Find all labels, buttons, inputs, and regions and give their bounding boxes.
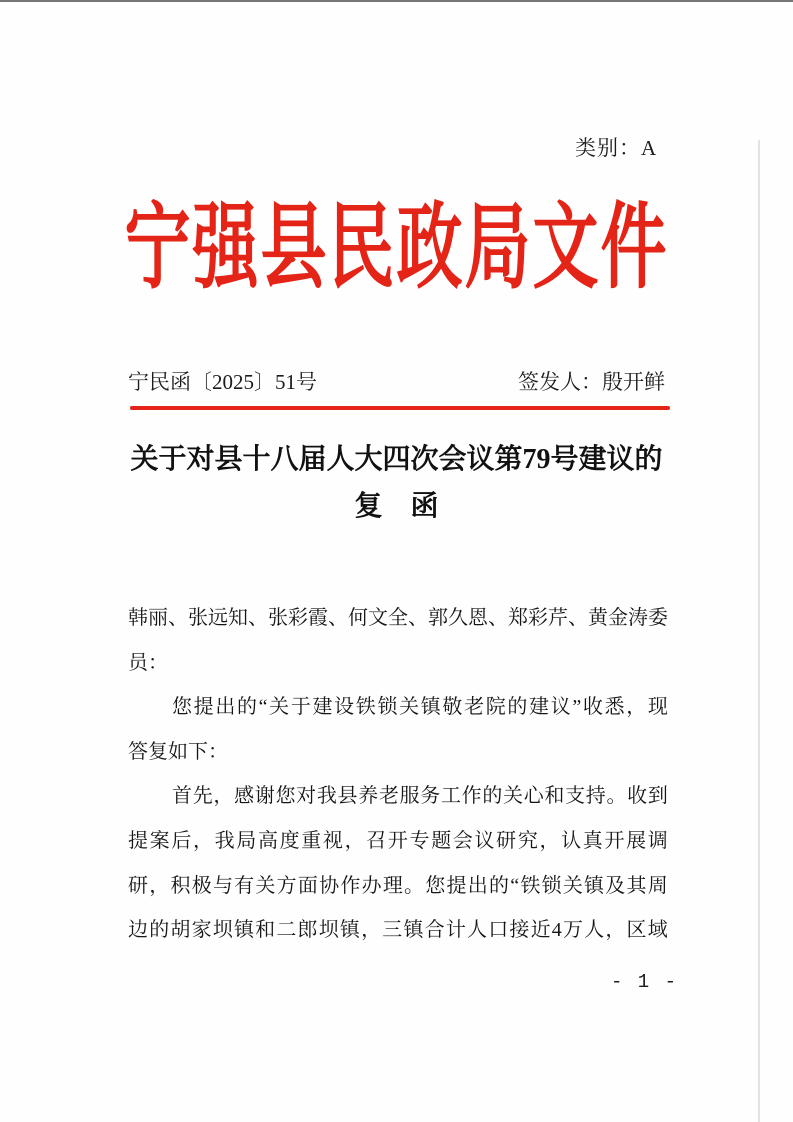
- document-number-row: [128, 366, 665, 396]
- body-line: 您 提 出 的 “ 关 于 建 设 铁 锁 关 镇 敬 老 院 的 建 议 ” 收 悉 ， 现: [172, 696, 668, 719]
- body-line: 边 的 胡 家 坝 镇 和 二 郎 坝 镇 ， 三 镇 合 计 人 口 接 近 4 万 人 ， 区 域: [128, 919, 668, 942]
- agency-banner-title: 宁强县民政局文件: [124, 197, 669, 301]
- letter-body: [128, 596, 668, 953]
- document-number: 宁民函〔2025〕51号: [128, 370, 317, 394]
- body-line: 研 ， 积 极 与 有 关 方 面 协 作 办 理 。 您 提 出 的 “ 铁 锁 关 镇 及 其 周: [128, 874, 668, 897]
- letter-title-line1: 关于对县十八届人大四次会议第79号建议的: [130, 444, 663, 475]
- body-line: 首 先 ， 感 谢 您 对 我 县 养 老 服 务 工 作 的 关 心 和 支 持 。 收 到: [172, 785, 668, 808]
- page-number: - 1 -: [610, 971, 678, 993]
- issuer-name: 签发人：殷开鲜: [518, 370, 665, 394]
- letter-title: [0, 436, 793, 530]
- salutation-line: 韩 丽 、 张 远 知 、 张 彩 霞 、 何 文 全 、 郭 久 恩 、 郑 彩 芹 、 黄 金 涛 委: [128, 607, 668, 629]
- body-line: 提 案 后 ， 我 局 高 度 重 视 ， 召 开 专 题 会 议 研 究 ， 认 真 开 展 调: [128, 829, 668, 852]
- scan-top-edge-artifact: [0, 0, 793, 2]
- body-line: 答复如下：: [128, 740, 228, 763]
- salutation-line: 员：: [128, 651, 168, 674]
- category-label: 类别：A: [575, 136, 658, 160]
- red-divider-rule: [130, 406, 670, 410]
- letter-title-line2: 复 函: [354, 491, 439, 522]
